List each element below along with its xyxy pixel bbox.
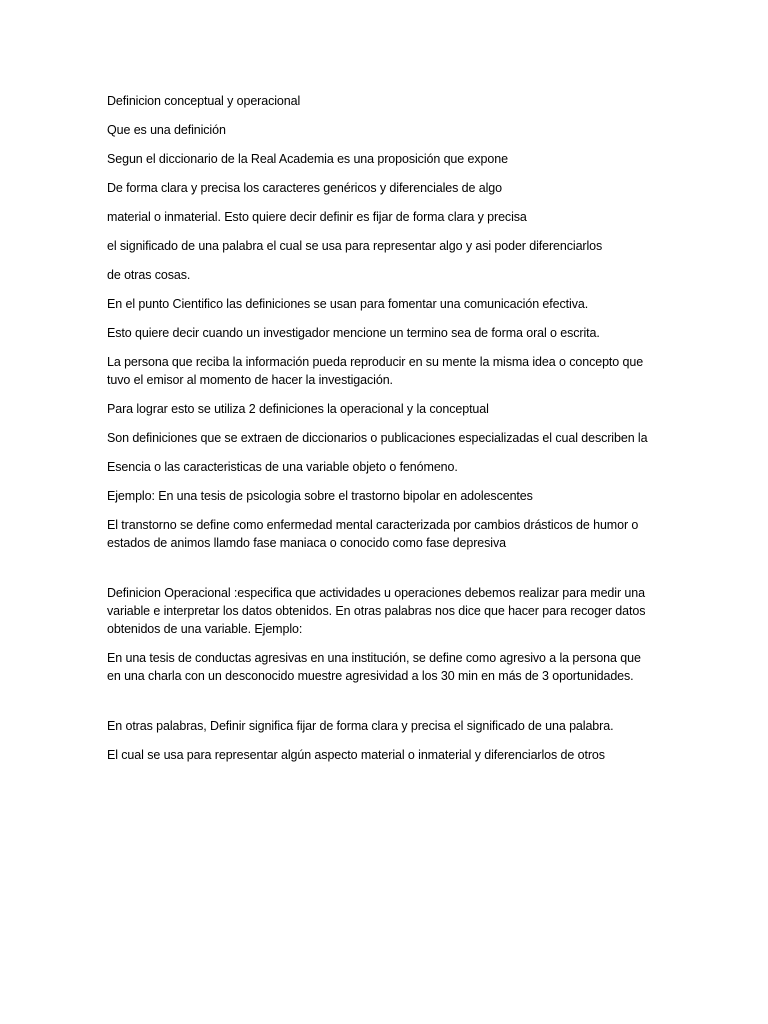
paragraph [107,516,707,552]
document-title: Definicion conceptual y operacional [107,94,301,108]
paragraph-line: Definicion Operacional :especifica que actividades u operaciones debemos realizar para medir una [107,586,645,600]
paragraph-line: obtenidos de una variable. Ejemplo: [107,622,303,636]
paragraph-line: variable e interpretar los datos obtenidos. En otras palabras nos dice que hacer para recoger datos [107,604,646,618]
paragraph: material o inmaterial. Esto quiere decir definir es fijar de forma clara y precisa [107,210,527,224]
paragraph: En el punto Cientifico las definiciones se usan para fomentar una comunicación efectiva. [107,297,589,311]
paragraph [107,649,707,685]
section-heading: Que es una definición [107,123,226,137]
paragraph [107,584,707,638]
paragraph: En otras palabras, Definir significa fijar de forma clara y precisa el significado de una palabra. [107,719,614,733]
paragraph: Esto quiere decir cuando un investigador mencione un termino sea de forma oral o escrita. [107,326,600,340]
paragraph-line: El transtorno se define como enfermedad mental caracterizada por cambios drásticos de humor o [107,518,639,532]
paragraph-line: La persona que reciba la información pueda reproducir en su mente la misma idea o concepto que [107,355,644,369]
paragraph: Son definiciones que se extraen de diccionarios o publicaciones especializadas el cual describen la [107,431,648,445]
paragraph [107,353,707,389]
paragraph-line: en una charla con un desconocido muestre agresividad a los 30 min en más de 3 oportunidades. [107,669,634,683]
document-body [107,92,707,775]
paragraph: Para lograr esto se utiliza 2 definiciones la operacional y la conceptual [107,402,489,416]
blank-line [107,696,707,717]
paragraph: De forma clara y precisa los caracteres genéricos y diferenciales de algo [107,181,502,195]
paragraph-line: estados de animos llamdo fase maniaca o conocido como fase depresiva [107,536,506,550]
paragraph: Esencia o las caracteristicas de una variable objeto o fenómeno. [107,460,458,474]
paragraph: Ejemplo: En una tesis de psicologia sobre el trastorno bipolar en adolescentes [107,489,533,503]
paragraph: de otras cosas. [107,268,191,282]
blank-line [107,563,707,584]
paragraph: El cual se usa para representar algún aspecto material o inmaterial y diferenciarlos de otros [107,748,605,762]
paragraph: el significado de una palabra el cual se usa para representar algo y asi poder diferenciarlos [107,239,603,253]
paragraph-line: En una tesis de conductas agresivas en una institución, se define como agresivo a la persona que [107,651,641,665]
paragraph-line: tuvo el emisor al momento de hacer la investigación. [107,373,393,387]
paragraph: Segun el diccionario de la Real Academia es una proposición que expone [107,152,508,166]
